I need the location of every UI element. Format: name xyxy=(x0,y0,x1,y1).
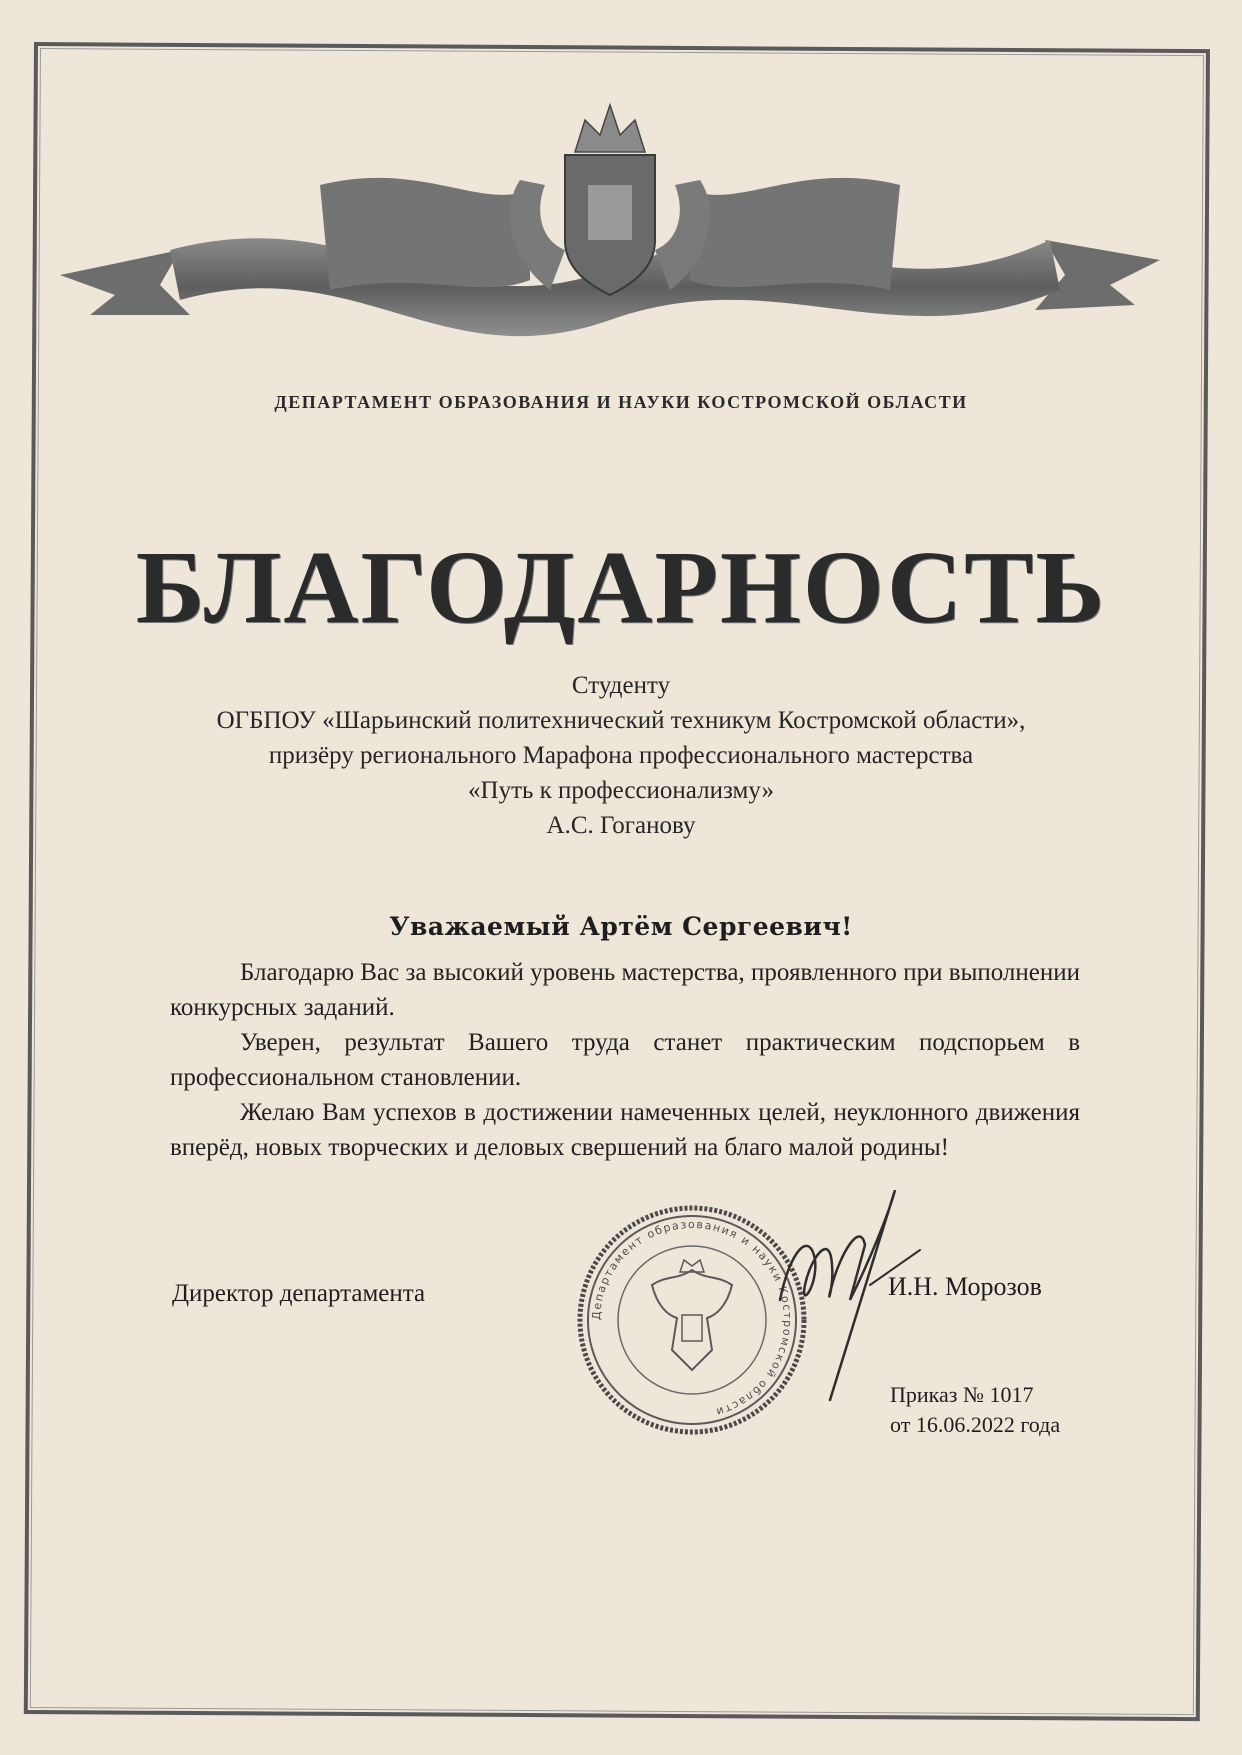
recipient-name: А.С. Гоганову xyxy=(546,812,696,839)
recipient-line: Студенту xyxy=(571,672,671,699)
order-date: от 16.06.2022 года xyxy=(890,1412,1061,1437)
order-reference xyxy=(890,1380,1060,1440)
greeting: Уважаемый Артём Сергеевич! xyxy=(389,912,853,941)
body-paragraph: Уверен, результат Вашего труда станет практическим подспорьем в профессиональном становлении. xyxy=(170,1029,1080,1091)
document-title: БЛАГОДАРНОСТЬ xyxy=(135,530,1107,645)
recipient-line: ОГБПОУ «Шарьинский политехнический техникум Костромской области», xyxy=(216,707,1026,734)
signer-name: И.Н. Морозов xyxy=(888,1272,1042,1301)
body-paragraph: Благодарю Вас за высокий уровень мастерства, проявленного при выполнении конкурсных заданий. xyxy=(170,959,1080,1021)
department-name: ДЕПАРТАМЕНТ ОБРАЗОВАНИЯ И НАУКИ КОСТРОМСКОЙ ОБЛАСТИ xyxy=(274,392,968,412)
signer-position: Директор департамента xyxy=(172,1280,426,1307)
recipient-block xyxy=(0,668,1242,843)
order-number: Приказ № 1017 xyxy=(890,1382,1034,1407)
body-paragraph: Желаю Вам успехов в достижении намеченных целей, неуклонного движения вперёд, новых творческих и деловых свершений на благо малой родины! xyxy=(170,1099,1080,1161)
seal-text: Департамент образования и науки Костромской области xyxy=(589,1217,795,1419)
coat-of-arms-ribbon-icon xyxy=(60,100,1160,370)
recipient-line: «Путь к профессионализму» xyxy=(468,777,774,804)
recipient-line: призёру регионального Марафона профессионального мастерства xyxy=(268,742,974,769)
letter-body xyxy=(170,955,1080,1165)
